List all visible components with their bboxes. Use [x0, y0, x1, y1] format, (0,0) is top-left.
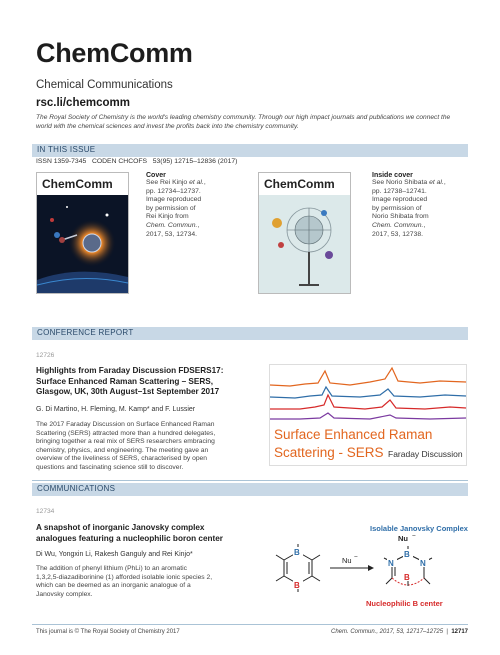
volume-pages: 53(95) 12715–12836 (2017) — [152, 158, 238, 165]
communications-page-number[interactable]: 12734 — [36, 508, 55, 515]
inside-cover-pages[interactable]: pp. 12738–12741. — [372, 187, 427, 195]
abstract-line: The 2017 Faraday Discussion on Surface Enhanced Raman — [36, 421, 215, 428]
journal-title: ChemComm — [36, 38, 193, 68]
footer-divider — [32, 624, 468, 625]
conference-title-line: Surface Enhanced Raman Scattering – SERS, — [36, 376, 213, 386]
abstract-line: which can be deemed as an inorganic analogue of a — [36, 582, 191, 590]
communications-title-line: A snapshot of inorganic Janovsky complex — [36, 523, 205, 532]
conference-authors: G. Di Martino, H. Fleming, M. Kamp* and F. Lussier — [36, 406, 196, 413]
arrow-head — [368, 565, 374, 571]
scheme-label-bottom: Nucleophilic B center — [366, 599, 443, 608]
inside-cover-journal: Chem. Commun. — [372, 221, 424, 229]
conference-report-bar — [32, 327, 468, 340]
journal-subtitle: Chemical Communications — [36, 79, 173, 91]
abstract-line: chemistry, physics, and engineering. The meeting gave an — [36, 446, 209, 454]
cover-reproduced: Image reproduced — [146, 196, 202, 204]
abstract-line: 1,3,2,5-diazadiborinine (1) afforded isolable ionic species 2, — [36, 573, 213, 581]
sers-image-tag: Faraday Discussion — [388, 449, 463, 459]
coden: CODEN CHCOFS — [91, 158, 148, 165]
cover-by: by permission of — [146, 204, 196, 212]
communications-bar — [32, 483, 468, 496]
abstract-line: bringing together a real mix of SERS researchers embracing — [36, 438, 215, 446]
abstract-line: Scattering (SERS) attracted more than a hundred delegates, — [36, 429, 216, 437]
footer-copyright: This journal is © The Royal Society of Chemistry 2017 — [36, 629, 180, 635]
reagent-charge: − — [354, 554, 358, 561]
journal-url[interactable]: rsc.li/chemcomm — [36, 97, 130, 109]
cover-author: Rei Kinjo from — [146, 213, 189, 221]
cover-pages[interactable]: pp. 12734–12737. — [146, 187, 201, 195]
inside-cover-label: Inside cover — [372, 172, 413, 179]
reactant-bottom-b: B — [294, 581, 300, 590]
cover-comma: , — [203, 179, 206, 186]
conference-title[interactable] — [36, 366, 266, 398]
cover-caption: Cover See Rei Kinjo et al., pp. 12734–12737. Image reproduced by permission of Rei Kinjo from Chem. Commun., 2017, 53, 12734. — [146, 172, 246, 239]
inside-cover-image[interactable] — [258, 172, 351, 294]
inside-cover-author: Norio Shibata from — [372, 213, 429, 221]
rsc-about-text: The Royal Society of Chemistry is the world's leading chemistry community. Through our high impact journals and publications we connect the world with the chemical sciences and invest the profits back into the chemistry community. — [36, 114, 451, 130]
conference-report-heading: CONFERENCE REPORT — [37, 328, 134, 337]
cover-journal: Chem. Commun. — [146, 221, 198, 229]
cover-label: Cover — [146, 172, 166, 179]
communications-abstract — [36, 565, 271, 599]
in-this-issue-heading: IN THIS ISSUE — [37, 145, 96, 154]
scheme-label-top: Isolable Janovsky Complex — [370, 524, 468, 533]
product-charge: − — [412, 533, 416, 540]
footer-citation-text: Chem. Commun., 2017, 53, 12717–12725 — [331, 629, 444, 635]
cover-etal: et al. — [189, 179, 204, 186]
section-divider — [32, 480, 468, 481]
sers-graphic[interactable] — [269, 364, 467, 466]
inside-cover-reproduced: Image reproduced — [372, 196, 428, 204]
cover-image[interactable] — [36, 172, 129, 294]
sers-image-line2: Scattering - SERS — [274, 445, 384, 460]
product-nu: Nu — [398, 534, 408, 543]
cover-see: See Rei Kinjo — [146, 179, 188, 186]
reactant-top-b: B — [294, 548, 300, 557]
inside-cover-artwork — [259, 195, 350, 293]
product-top-b: B — [404, 550, 410, 559]
inside-cover-caption: Inside cover See Norio Shibata et al., pp. 12738–12741. Image reproduced by permission of Norio Shibata from Chem. Commun., 2017, 53, 12738. — [372, 172, 472, 239]
inside-cover-masthead: ChemComm — [264, 177, 335, 191]
sers-image-line1: Surface Enhanced Raman — [274, 427, 433, 442]
communications-title[interactable] — [36, 523, 266, 544]
abstract-line: questions and fascinating science still to discover. — [36, 463, 184, 471]
footer-page-number: 12717 — [451, 629, 468, 635]
abstract-line: The addition of phenyl lithium (PhLi) to an aromatic — [36, 565, 187, 572]
communications-heading: COMMUNICATIONS — [37, 484, 116, 493]
product-n-right: N — [420, 559, 426, 568]
communications-title-line: analogues featuring a nucleophilic boron center — [36, 533, 223, 543]
conference-title-line: Glasgow, UK, 30th August–1st September 2017 — [36, 387, 220, 396]
cover-cite: 2017, 53, 12734. — [146, 230, 198, 238]
inside-cover-by: by permission of — [372, 204, 422, 212]
inside-cover-see: See Norio Shibata — [372, 179, 428, 186]
inside-cover-etal: et al. — [429, 179, 444, 186]
abstract-line: overview of the liveliness of SERS, characterised by open — [36, 455, 207, 463]
inside-cover-cite: 2017, 53, 12738. — [372, 230, 424, 238]
conference-title-line: Highlights from Faraday Discussion FDSERS17: — [36, 366, 224, 375]
product-n-left: N — [388, 559, 394, 568]
abstract-line: Janovsky complex. — [36, 590, 93, 598]
issn-line — [36, 158, 237, 165]
sers-spectra — [270, 365, 466, 425]
issn: ISSN 1359-7345 — [36, 158, 87, 165]
footer-citation: Chem. Commun., 2017, 53, 12717–12725 | 12717 — [331, 629, 468, 635]
product-bottom-b: B — [404, 573, 410, 582]
cover-artwork — [37, 195, 128, 293]
cover-masthead: ChemComm — [42, 177, 113, 191]
communications-authors: Di Wu, Yongxin Li, Rakesh Ganguly and Rei Kinjo* — [36, 551, 193, 558]
conference-abstract — [36, 421, 266, 473]
reagent-label: Nu — [342, 556, 352, 565]
reaction-scheme[interactable] — [262, 520, 468, 614]
in-this-issue-bar — [32, 144, 468, 157]
conference-page-number[interactable]: 12726 — [36, 352, 55, 359]
